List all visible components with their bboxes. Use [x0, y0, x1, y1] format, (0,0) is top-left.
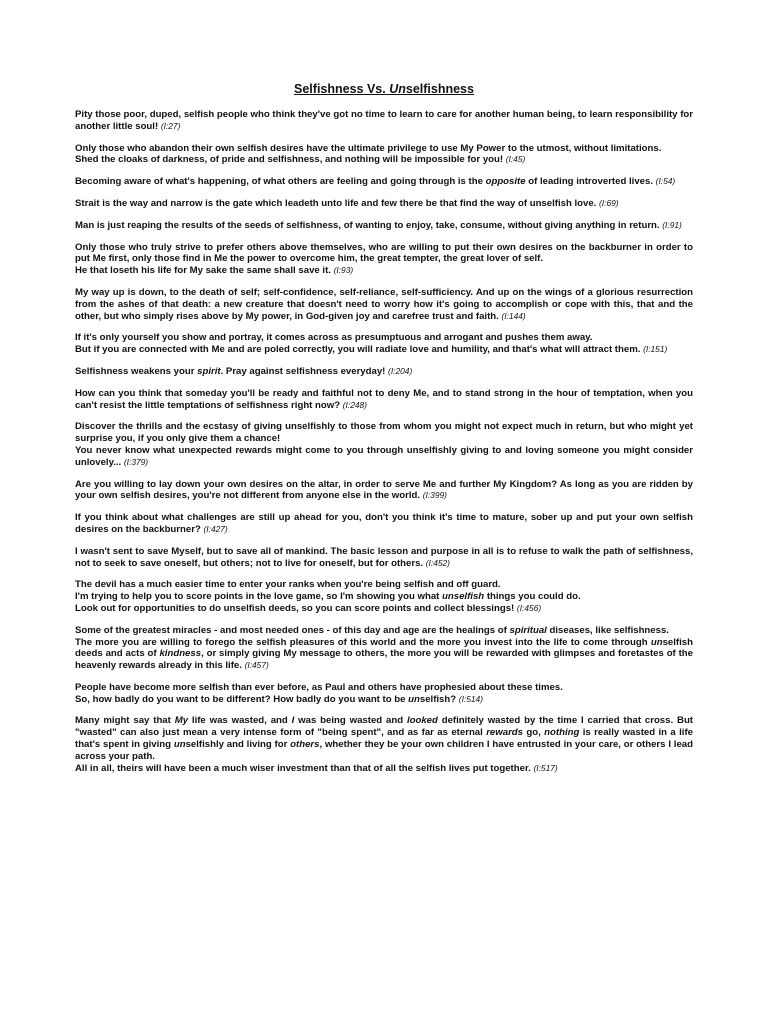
quote-text: definitely wasted by the time I carried that cross. But "wasted" can also just mean a very intense form of "being spent", and as far as eternal: [75, 715, 693, 739]
quote-text: Man is just reaping the results of the seeds of selfishness, of wanting to enjoy, take, consume, without giving anything in return.: [75, 219, 663, 231]
quote-line: [75, 366, 693, 378]
quote-reference: (I:427): [203, 523, 228, 534]
quote-text: selfishly and living for: [185, 739, 291, 751]
quote-text: of leading introverted lives.: [525, 176, 656, 188]
emphasis-text: spiritual: [509, 624, 547, 636]
title-part-2: Un: [389, 82, 406, 96]
quote-line: [75, 603, 693, 615]
quote-reference: (I:517): [533, 762, 558, 773]
quote-line: [75, 479, 693, 503]
quote-reference: (I:204): [388, 365, 413, 376]
quote-line: [75, 198, 693, 210]
quote-line: [75, 625, 693, 637]
quote-line: [75, 715, 693, 762]
quote-text: I'm trying to help you to score points in the love game, so I'm showing you what: [75, 591, 443, 603]
quote-text: selfish?: [419, 693, 459, 705]
emphasis-text: My: [174, 715, 189, 727]
quote-reference: (I:248): [342, 399, 367, 410]
quote-text: Many might say that: [75, 715, 175, 727]
emphasis-text: kindness: [159, 648, 202, 660]
quote-paragraph: [75, 479, 693, 503]
emphasis-text: looked: [406, 715, 438, 727]
quote-reference: (I:456): [516, 602, 542, 613]
quote-reference: (I:93): [333, 265, 354, 276]
quote-text: He that loseth his life for My sake the same shall save it.: [75, 265, 334, 277]
quote-line: [75, 154, 693, 166]
quote-paragraph: [75, 546, 693, 570]
quote-line: [75, 265, 693, 277]
quote-reference: (I:379): [123, 456, 149, 467]
quote-paragraph: [75, 176, 693, 188]
quote-text: Look out for opportunities to do unselfish deeds, so you can score points and collect blessings!: [75, 602, 517, 614]
quote-text: go,: [523, 727, 545, 739]
quote-text: So, how badly do you want to be different? How badly do you want to be: [75, 693, 409, 705]
quote-reference: (I:399): [422, 490, 447, 501]
quote-text: . Pray against selfishness everyday!: [220, 365, 389, 377]
quote-reference: (I:54): [655, 176, 676, 187]
quote-text: diseases, like selfishness.: [546, 624, 669, 636]
title-part-1: Selfishness Vs.: [294, 82, 390, 96]
quote-text: Only those who truly strive to prefer others above themselves, who are willing to put their own desires on the backburner in order to put Me first, only those find in Me the power to overcome him, the great tempter, the great lover of self.: [75, 241, 693, 265]
quote-reference: (I:45): [505, 154, 526, 165]
quote-paragraph: [75, 287, 693, 322]
quote-paragraph: [75, 421, 693, 468]
quote-text: Some of the greatest miracles - and most needed ones - of this day and age are the healings of: [75, 624, 510, 636]
quote-line: [75, 579, 693, 591]
quote-reference: (I:514): [458, 693, 483, 704]
quote-text: things you could do.: [484, 591, 581, 603]
quote-text: Pity those poor, duped, selfish people who think they've got no time to learn to care for another human being, to learn responsibility for another little soul!: [75, 109, 693, 132]
quote-line: [75, 287, 693, 322]
quote-text: If you think about what challenges are still up ahead for you, don't you think it's time to mature, sober up and put your own selfish desires on the backburner?: [75, 512, 693, 535]
quote-paragraph: [75, 332, 693, 356]
quote-line: [75, 388, 693, 412]
quote-text: is really wasted in a life that's spent in giving: [75, 727, 694, 751]
quote-text: But if you are connected with Me and are poled correctly, you will radiate love and humility, and that's what will attract them.: [75, 344, 644, 356]
quote-paragraph: [75, 682, 693, 706]
quote-text: Strait is the way and narrow is the gate which leadeth unto life and few there be that find the way of unselfish love.: [75, 197, 600, 209]
quote-line: [75, 421, 693, 445]
emphasis-text: un: [408, 693, 420, 705]
quote-text: People have become more selfish than ever before, as Paul and others have prophesied about these times.: [75, 681, 563, 693]
quote-text: Becoming aware of what's happening, of what others are feeling and going through is the: [75, 176, 486, 188]
quote-text: All in all, theirs will have been a much wiser investment than that of all the selfish lives put together.: [75, 762, 534, 774]
quote-paragraph: [75, 109, 693, 133]
quote-line: [75, 694, 693, 706]
quote-line: [75, 637, 693, 672]
quote-text: Selfishness weakens your: [75, 365, 198, 377]
quote-paragraph: [75, 625, 693, 672]
quote-paragraph: [75, 220, 693, 232]
quote-line: [75, 763, 693, 775]
emphasis-text: opposite: [485, 176, 526, 188]
quote-text: , whether they be your own children I have entrusted in your care, or others I lead across your path.: [75, 739, 693, 762]
quote-line: [75, 682, 693, 694]
document-body: [75, 109, 693, 774]
quote-text: Discover the thrills and the ecstasy of giving unselfishly to those from whom you might not expect much in return, but who might yet surprise you, if you only give them a chance!: [75, 421, 693, 445]
quote-reference: (I:144): [501, 310, 526, 321]
quote-reference: (I:151): [643, 344, 668, 355]
quote-text: The more you are willing to forego the selfish pleasures of this world and the more you invest into the life to come through: [75, 636, 651, 648]
quote-paragraph: [75, 242, 693, 277]
quote-paragraph: [75, 388, 693, 412]
quote-text: Shed the cloaks of darkness, of pride and selfishness, and nothing will be impossible for you!: [75, 154, 506, 166]
quote-text: If it's only yourself you show and portray, it comes across as presumptuous and arrogant and pushes them away.: [75, 332, 593, 344]
quote-line: [75, 332, 693, 344]
quote-line: [75, 546, 693, 570]
emphasis-text: un: [173, 739, 186, 751]
emphasis-text: rewards: [486, 727, 523, 739]
document-page: [75, 82, 693, 784]
emphasis-text: I: [291, 715, 295, 727]
quote-text: My way up is down, to the death of self; self-confidence, self-reliance, self-sufficiency. And up on the wings of a glorious resurrection from the ashes of that death: a new creature that doesn't need to worry how it's going to accomplish or cope with this, that and the other, but who simply rises above by My power, in God-given joy and carefree trust and faith.: [75, 286, 693, 322]
quote-reference: (I:27): [160, 120, 181, 131]
emphasis-text: others: [290, 739, 320, 751]
quote-line: [75, 445, 693, 469]
quote-text: life was wasted, and: [188, 715, 292, 727]
quote-line: [75, 344, 693, 356]
document-title: [75, 82, 693, 97]
quote-text: How can you think that someday you'll be ready and faithful not to deny Me, and to stand strong in the hour of temptation, when you can't resist the little temptations of selfishness right now?: [75, 387, 693, 411]
quote-line: [75, 591, 693, 603]
emphasis-text: un: [650, 636, 663, 648]
quote-reference: (I:457): [244, 660, 269, 671]
emphasis-text: spirit: [197, 365, 221, 377]
quote-reference: (I:91): [662, 219, 682, 230]
quote-text: I wasn't sent to save Myself, but to save all of mankind. The basic lesson and purpose in all is to refuse to walk the path of selfishness, not to seek to save oneself, but others; not to live for oneself, but for others.: [75, 545, 693, 569]
quote-paragraph: [75, 715, 693, 774]
quote-text: You never know what unexpected rewards might come to you through unselfishly giving to and loving someone you might consider unlovely...: [75, 444, 693, 468]
quote-text: , or simply giving My message to others, the more you will be rewarded with glimpses and foretastes of the heavenly rewards already in this life.: [75, 648, 694, 672]
quote-line: [75, 109, 693, 133]
quote-reference: (I:452): [425, 557, 450, 568]
quote-line: [75, 143, 693, 155]
quote-line: [75, 220, 693, 232]
quote-paragraph: [75, 198, 693, 210]
quote-text: Are you willing to lay down your own desires on the altar, in order to serve Me and further My Kingdom? As long as you are ridden by your own selfish desires, you're not different from anyone else in the world.: [75, 478, 693, 502]
quote-paragraph: [75, 143, 693, 167]
quote-text: Only those who abandon their own selfish desires have the ultimate privilege to use My Power to the utmost, without limitations.: [75, 142, 662, 154]
quote-paragraph: [75, 579, 693, 614]
emphasis-text: nothing: [544, 727, 580, 739]
quote-text: The devil has a much easier time to enter your ranks when you're being selfish and off guard.: [75, 579, 501, 591]
quote-text: selfish deeds and acts of: [75, 636, 693, 660]
title-part-3: selfishness: [405, 82, 474, 96]
quote-line: [75, 512, 693, 536]
quote-text: was being wasted and: [294, 715, 407, 727]
quote-reference: (I:69): [599, 197, 619, 208]
quote-paragraph: [75, 366, 693, 378]
emphasis-text: unselfish: [442, 591, 485, 603]
quote-paragraph: [75, 512, 693, 536]
quote-line: [75, 242, 693, 266]
quote-line: [75, 176, 693, 188]
